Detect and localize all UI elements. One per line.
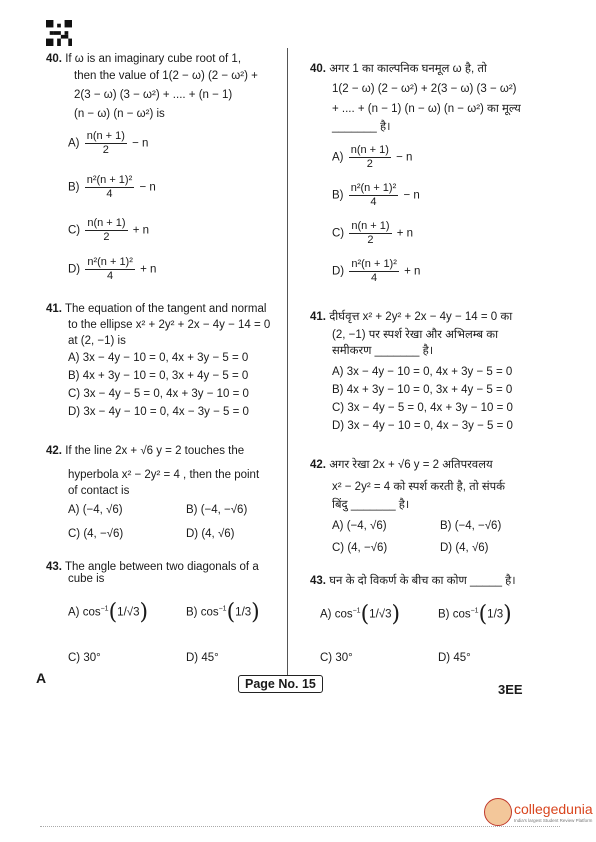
- page-number: Page No. 15: [238, 675, 323, 693]
- q41-line: at (2, −1) is: [68, 335, 126, 347]
- option-d[interactable]: D) 45°: [186, 652, 219, 664]
- q41-line: समीकरण _______ है।: [332, 345, 434, 357]
- option-a[interactable]: A) (−4, √6): [68, 504, 123, 516]
- q41-line: (2, −1) पर स्पर्श रेखा और अभिलम्ब का: [332, 329, 499, 341]
- option-c[interactable]: C) $\frac{n(n + 1)}{2}$ + n: [68, 217, 150, 243]
- question-43-en: 43. The angle between two diagonals of a: [46, 561, 259, 573]
- option-c[interactable]: C) (4, −√6): [332, 542, 388, 554]
- question-43-hi: 43. घन के दो विकर्ण के बीच का कोण _____ है।: [310, 575, 516, 587]
- option-a[interactable]: A) $\frac{n(n + 1)}{2}$ − n: [332, 144, 413, 170]
- question-42-hi: 42. अगर रेखा 2x + √6 y = 2 अतिपरवलय: [310, 459, 493, 471]
- q40-line: (n − ω) (n − ω²) is: [74, 108, 165, 120]
- option-a[interactable]: A) $\cos^{-1}(1/√3)$: [68, 600, 149, 625]
- question-41-hi: 41. दीर्घवृत्त x² + 2y² + 2x − 4y − 14 = 0 का: [310, 311, 513, 323]
- paper-code: 3EE: [498, 682, 523, 697]
- q43-line: cube is: [68, 573, 105, 585]
- option-b[interactable]: B) $\frac{\text{n²(n + 1)²}}{4}$ − n: [68, 174, 156, 200]
- qr-code-icon: [45, 20, 73, 46]
- brand-name: collegedunia: [514, 801, 593, 817]
- q42-line: बिंदु _______ है।: [332, 499, 410, 511]
- option-b[interactable]: B) $\cos^{-1}(1/3)$: [438, 602, 512, 627]
- option-a[interactable]: A) $\cos^{-1}(1/√3)$: [320, 602, 401, 627]
- option-d[interactable]: D) $\frac{\text{n²(n + 1)²}}{4}$ + n: [68, 256, 157, 282]
- option-d[interactable]: D) 45°: [438, 652, 471, 664]
- option-b[interactable]: B) 4x + 3y − 10 = 0, 3x + 4y − 5 = 0: [332, 384, 513, 396]
- option-d[interactable]: D) (4, √6): [186, 528, 235, 540]
- option-c[interactable]: C) 30°: [320, 652, 353, 664]
- option-a[interactable]: A) 3x − 4y − 10 = 0, 4x + 3y − 5 = 0: [68, 352, 249, 364]
- option-c[interactable]: C) 30°: [68, 652, 101, 664]
- option-b[interactable]: B) 4x + 3y − 10 = 0, 3x + 4y − 5 = 0: [68, 370, 249, 382]
- option-d[interactable]: D) 3x − 4y − 10 = 0, 4x − 3y − 5 = 0: [332, 420, 513, 432]
- q40-line: 1(2 − ω) (2 − ω²) + 2(3 − ω) (3 − ω²): [332, 83, 517, 95]
- q42-line: hyperbola x² − 2y² = 4 , then the point: [68, 469, 260, 481]
- column-divider: [287, 48, 288, 676]
- option-c[interactable]: C) $\frac{n(n + 1)}{2}$ + n: [332, 220, 414, 246]
- q42-line: x² − 2y² = 4 को स्पर्श करती है, तो संपर्क: [332, 481, 506, 493]
- question-41-en: 41. The equation of the tangent and normal: [46, 303, 267, 315]
- brand-tagline: India's largest Student Review Platform: [514, 818, 593, 823]
- dotted-edge: [40, 826, 560, 829]
- series-label: A: [36, 670, 47, 686]
- mascot-icon: [484, 798, 512, 826]
- q40-line: _______ है।: [332, 121, 391, 133]
- option-a[interactable]: A) 3x − 4y − 10 = 0, 4x + 3y − 5 = 0: [332, 366, 513, 378]
- question-40-hi: 40. अगर 1 का काल्पनिक घनमूल ω है, तो: [310, 63, 487, 75]
- q40-line: then the value of 1(2 − ω) (2 − ω²) +: [74, 70, 258, 82]
- option-d[interactable]: D) $\frac{\text{n²(n + 1)²}}{4}$ + n: [332, 258, 421, 284]
- option-c[interactable]: C) 3x − 4y − 5 = 0, 4x + 3y − 10 = 0: [332, 402, 513, 414]
- option-a[interactable]: A) $\frac{n(n + 1)}{2}$ − n: [68, 130, 149, 156]
- option-c[interactable]: C) (4, −√6): [68, 528, 124, 540]
- option-b[interactable]: B) $\frac{\text{n²(n + 1)²}}{4}$ − n: [332, 182, 420, 208]
- question-40-en: 40. If ω is an imaginary cube root of 1,: [46, 53, 242, 65]
- q40-line: 2(3 − ω) (3 − ω²) + .... + (n − 1): [74, 89, 233, 101]
- option-b[interactable]: B) (−4, −√6): [440, 520, 502, 532]
- option-d[interactable]: D) 3x − 4y − 10 = 0, 4x − 3y − 5 = 0: [68, 406, 249, 418]
- collegedunia-watermark: [484, 798, 594, 830]
- option-b[interactable]: B) (−4, −√6): [186, 504, 248, 516]
- q41-line: to the ellipse x² + 2y² + 2x − 4y − 14 = 0: [68, 319, 271, 331]
- option-a[interactable]: A) (−4, √6): [332, 520, 387, 532]
- q40-line: + .... + (n − 1) (n − ω) (n − ω²) का मूल्य: [332, 103, 521, 115]
- option-d[interactable]: D) (4, √6): [440, 542, 489, 554]
- option-c[interactable]: C) 3x − 4y − 5 = 0, 4x + 3y − 10 = 0: [68, 388, 249, 400]
- q42-line: of contact is: [68, 485, 130, 497]
- question-42-en: 42. If the line 2x + √6 y = 2 touches the: [46, 445, 245, 457]
- option-b[interactable]: B) $\cos^{-1}(1/3)$: [186, 600, 260, 625]
